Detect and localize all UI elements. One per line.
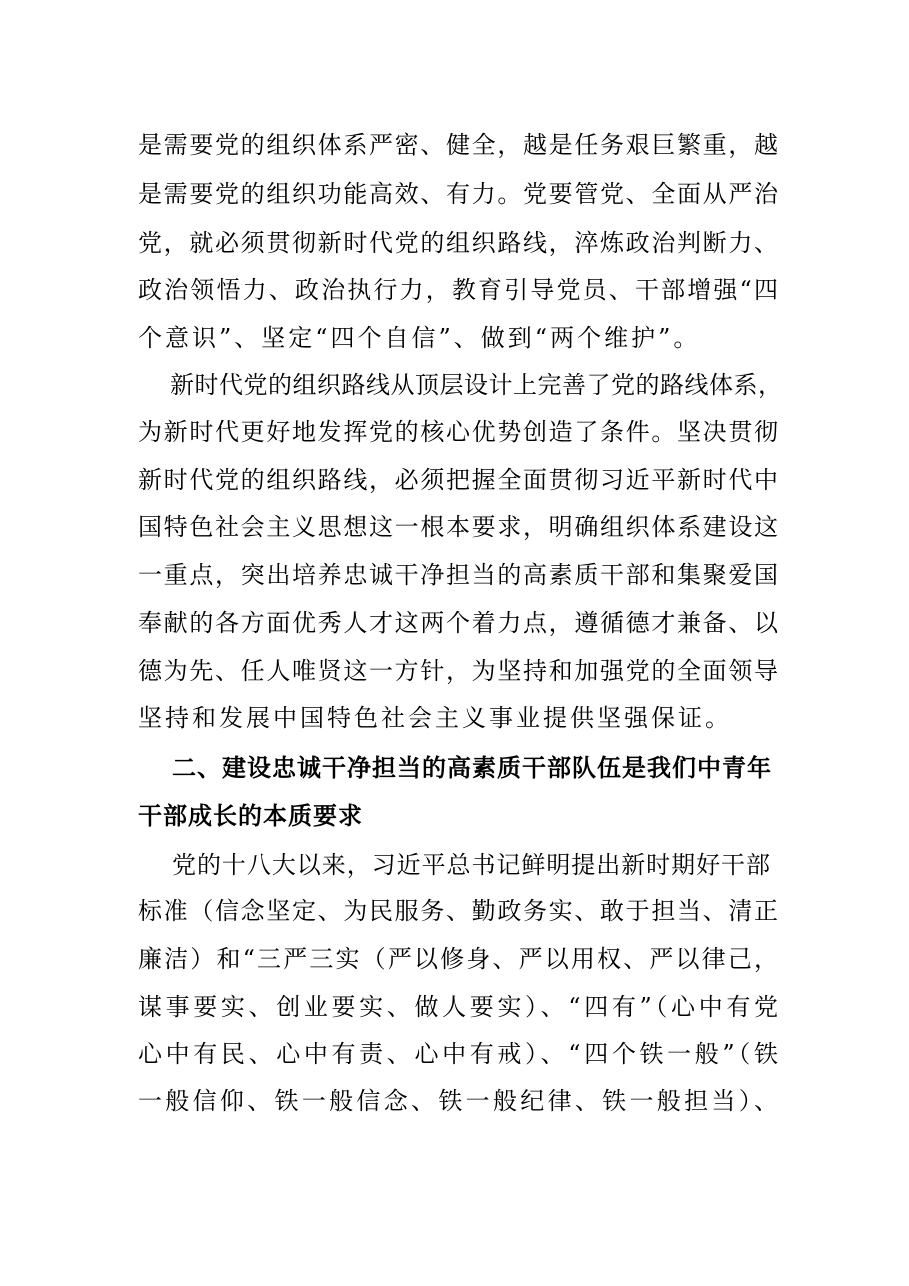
paragraph-line: 谋事要实、创业要实、做人要实）、“四有”（心中有党 bbox=[138, 993, 778, 1021]
paragraph-line: 一般信仰、铁一般信念、铁一般纪律、铁一般担当）、 bbox=[138, 1087, 778, 1115]
paragraph-line: 是需要党的组织体系严密、健全，越是任务艰巨繁重，越 bbox=[138, 131, 778, 159]
paragraph-line: 标准（信念坚定、为民服务、勤政务实、敢于担当、清正 bbox=[138, 897, 778, 925]
paragraph-line: 奉献的各方面优秀人才这两个着力点，遵循德才兼备、以 bbox=[138, 609, 778, 637]
paragraph-first-line: 新时代党的组织路线从顶层设计上完善了党的路线体系， bbox=[170, 371, 782, 399]
paragraph-line: 坚持和发展中国特色社会主义事业提供坚强保证。 bbox=[138, 704, 732, 732]
paragraph-line: 个意识”、坚定“四个自信”、做到“两个维护”。 bbox=[138, 324, 701, 352]
paragraph-line: 廉洁）和“三严三实（严以修身、严以用权、严以律己， bbox=[138, 945, 778, 973]
section-heading-continued: 干部成长的本质要求 bbox=[138, 802, 363, 830]
paragraph-line: 为新时代更好地发挥党的核心优势创造了条件。坚决贯彻 bbox=[138, 418, 778, 446]
paragraph-line: 新时代党的组织路线，必须把握全面贯彻习近平新时代中 bbox=[138, 466, 778, 494]
paragraph-line: 党，就必须贯彻新时代党的组织路线，淬炼政治判断力、 bbox=[138, 229, 778, 257]
paragraph-first-line: 党的十八大以来，习近平总书记鲜明提出新时期好干部 bbox=[172, 851, 770, 879]
paragraph-line: 心中有民、心中有责、心中有戒）、“四个铁一般”（铁 bbox=[138, 1040, 778, 1068]
section-heading: 二、建设忠诚干净担当的高素质干部队伍是我们中青年 bbox=[172, 754, 772, 782]
paragraph-line: 德为先、任人唯贤这一方针，为坚持和加强党的全面领导 bbox=[138, 657, 778, 685]
paragraph-line: 政治领悟力、政治执行力，教育引导党员、干部增强“四 bbox=[138, 276, 778, 304]
paragraph-line: 是需要党的组织功能高效、有力。党要管党、全面从严治 bbox=[138, 180, 778, 208]
paragraph-line: 国特色社会主义思想这一根本要求，明确组织体系建设这 bbox=[138, 513, 778, 541]
paragraph-line: 一重点，突出培养忠诚干净担当的高素质干部和集聚爱国 bbox=[138, 561, 778, 589]
